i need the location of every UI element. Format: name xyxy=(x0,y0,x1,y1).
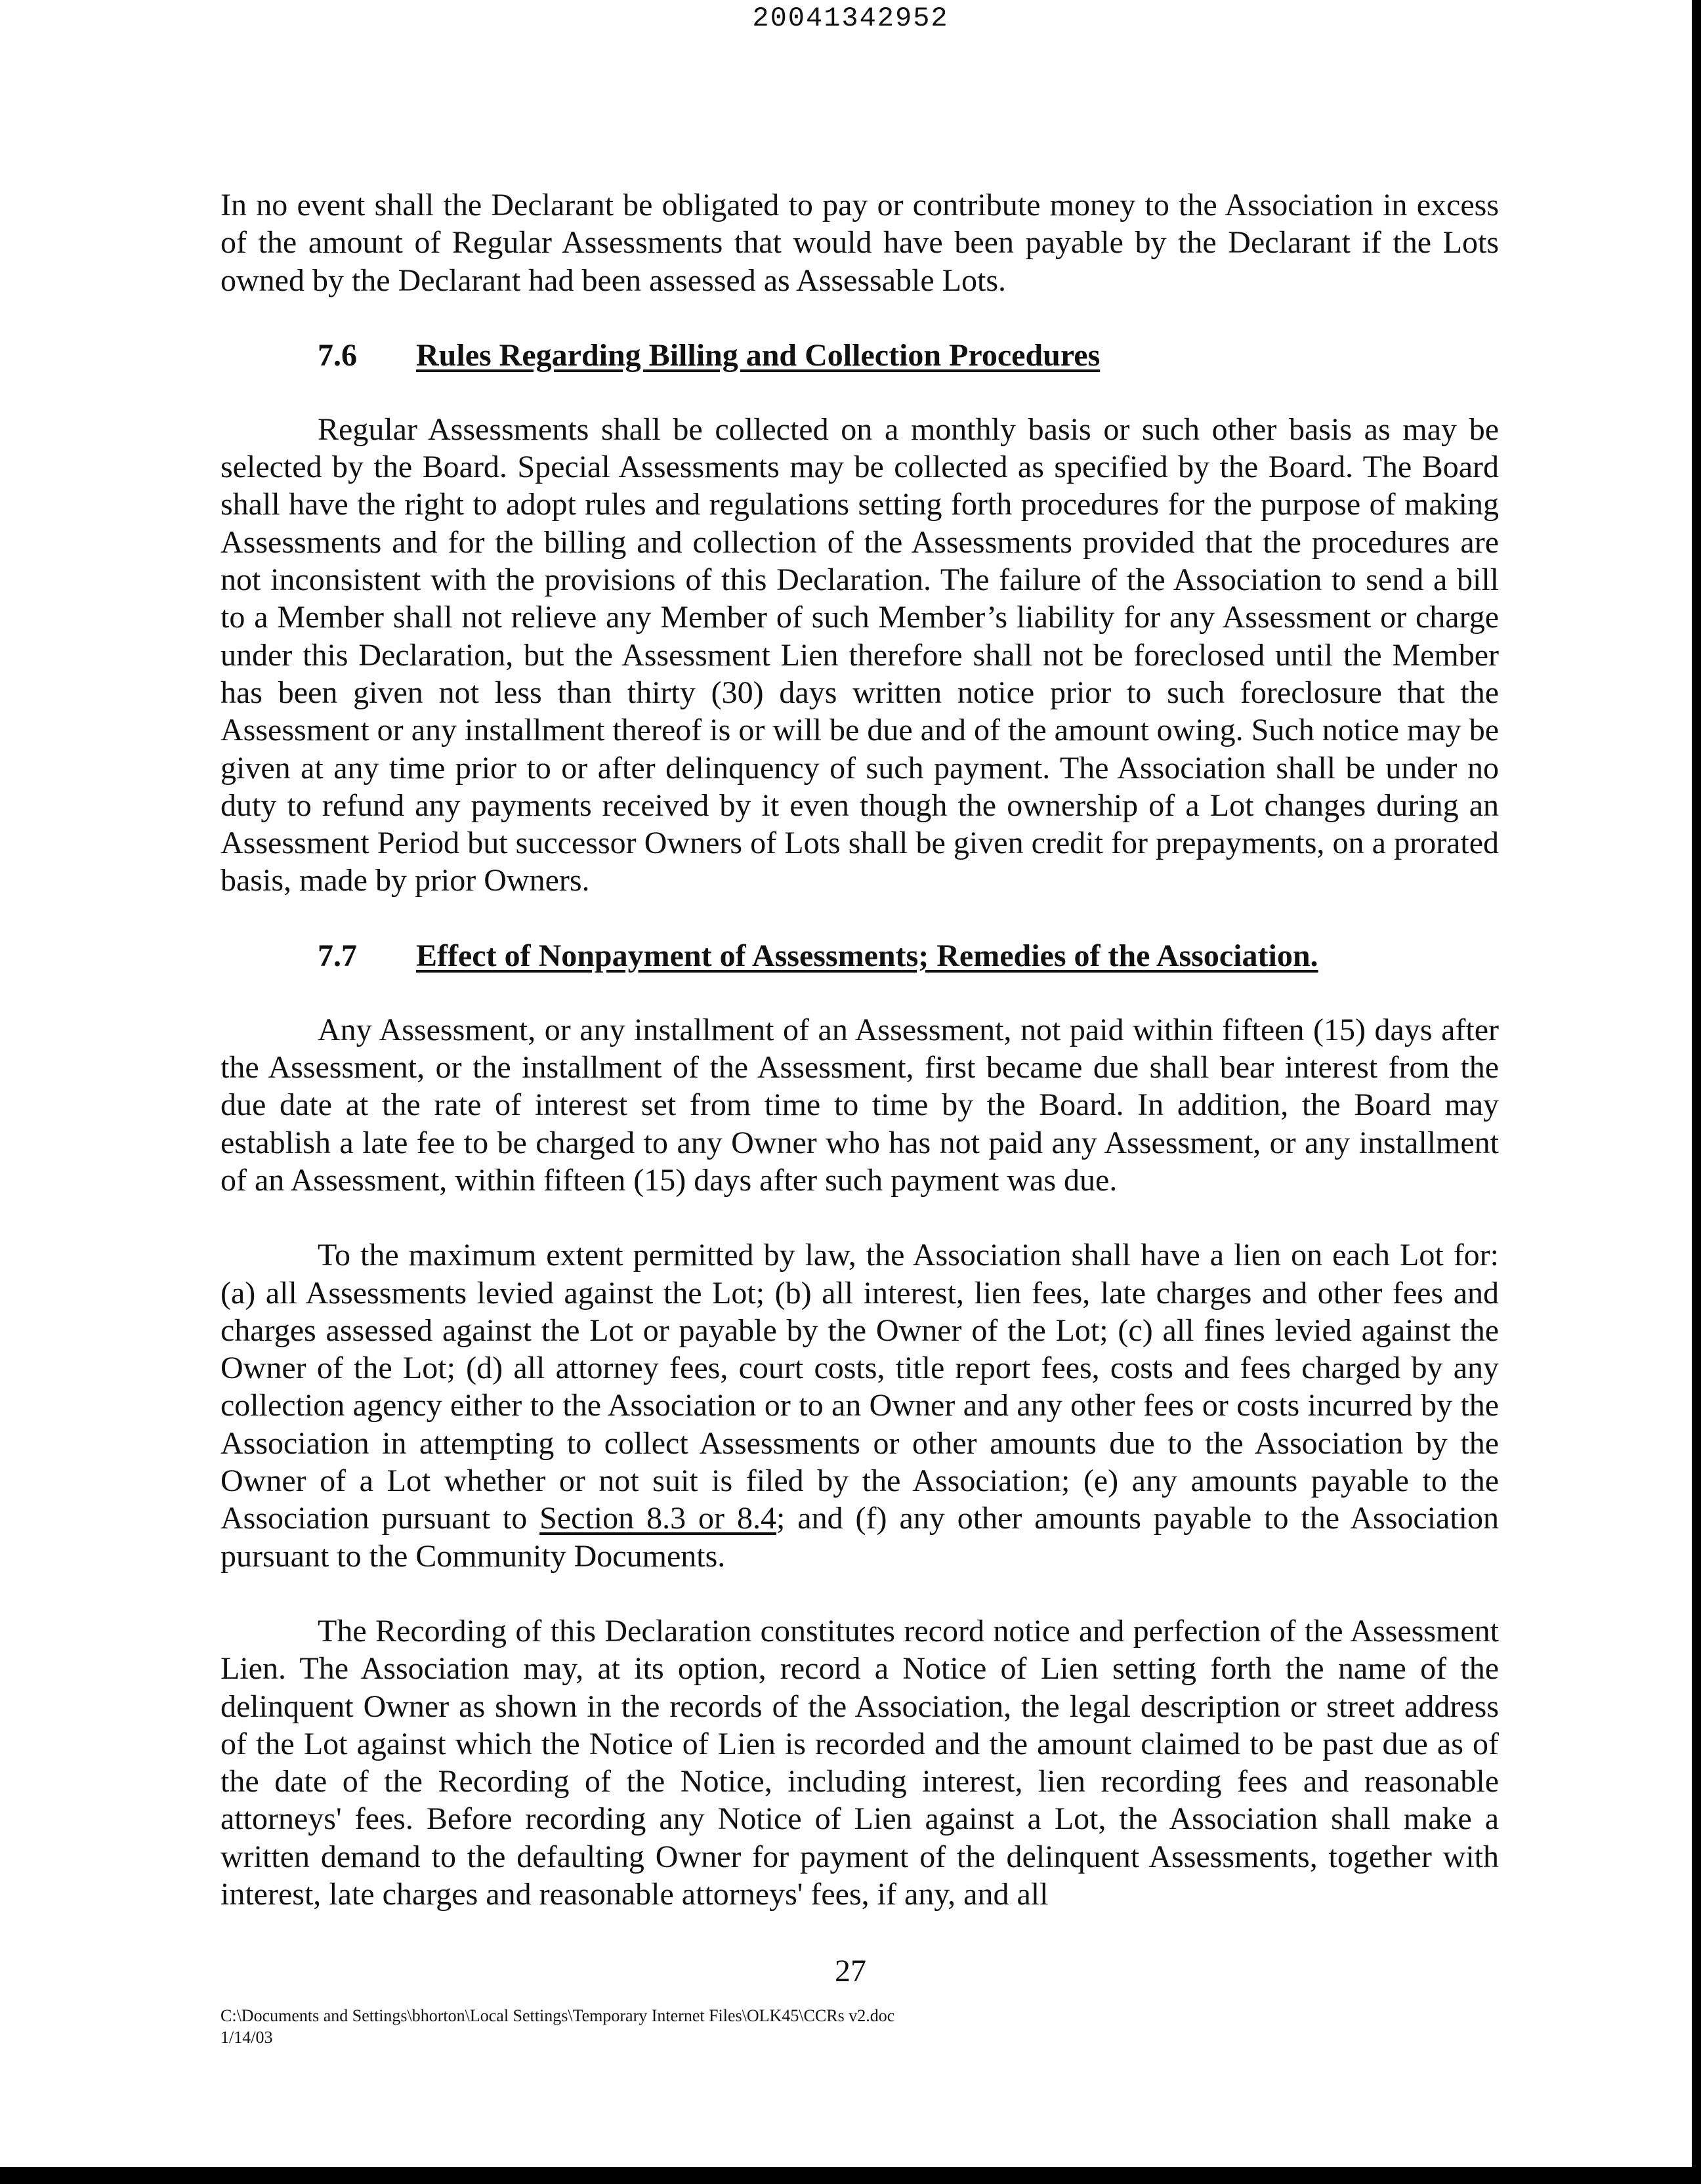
paragraph-late-interest: Any Assessment, or any installment of an Assessment, not paid within fifteen (15) days after the Assessment, or the installment of the Assessment, first became due shall bear interest from the due date at the rate of interest set from time to time by the Board. In addition, the Board may establish a late fee to be charged to any Owner who has not paid any Assessment, or any installment of an Assessment, within fifteen (15) days after such payment was due. xyxy=(220,1012,1499,1198)
document-body xyxy=(220,186,1499,1913)
lien-scope-text-end: ; and (f) any other amounts payable to the Association pursuant to the Community Documents. xyxy=(220,1501,1500,1574)
section-heading-7-6 xyxy=(318,337,1499,374)
document-number: 20041342952 xyxy=(752,3,949,34)
paragraph-billing-collection: Regular Assessments shall be collected on a monthly basis or such other basis as may be selected by the Board. Special Assessments may be collected as specified by the Board. The Board shall have the right to adopt rules and regulations setting forth procedures for the purpose of making Assessments and for the billing and collection of the Assessments provided that the procedures are not inconsistent with the provisions of this Declaration. The failure of the Association to send a bill to a Member shall not relieve any Member of such Member’s liability for any Assessment or charge under this Declaration, but the Assessment Lien therefore shall not be foreclosed until the Member has been given not less than thirty (30) days written notice prior to such foreclosure that the Assessment or any installment thereof is or will be due and of the amount owing. Such notice may be given at any time prior to or after delinquency of such payment. The Association shall be under no duty to refund any payments received by it even though the ownership of a Lot changes during an Assessment Period but successor Owners of Lots shall be given credit for prepayments, on a prorated basis, made by prior Owners. xyxy=(220,411,1499,898)
scan-border-bottom xyxy=(0,2167,1701,2184)
footer xyxy=(220,2005,894,2048)
section-heading-7-7 xyxy=(318,937,1499,975)
file-path: C:\Documents and Settings\bhorton\Local Settings\Temporary Internet Files\OLK45\CCRs v2.doc xyxy=(220,2006,895,2025)
section-title: Effect of Nonpayment of Assessments; Remedies of the Association. xyxy=(416,938,1318,973)
paragraph-lien-scope xyxy=(220,1236,1499,1575)
section-title: Rules Regarding Billing and Collection Procedures xyxy=(416,337,1101,373)
section-number: 7.6 xyxy=(318,337,357,373)
lien-scope-text: To the maximum extent permitted by law, the Association shall have a lien on each Lot for: (a) all Assessments levied against the Lot; (b) all interest, lien fees, late charges and other fees and charges assessed against the Lot or payable by the Owner of the Lot; (c) all fines levied against the Owner of the Lot; (d) all attorney fees, court costs, title report fees, costs and fees charged by any collection agency either to the Association or to an Owner and any other fees or costs incurred by the Association in attempting to collect Assessments or other amounts due to the Association by the Owner of a Lot whether or not suit is filed by the Association; (e) any amounts payable to the Association pursuant to xyxy=(220,1238,1499,1536)
section-cross-reference: Section 8.3 or 8.4 xyxy=(539,1501,776,1536)
scan-border-right xyxy=(1692,0,1701,2184)
footer-date: 1/14/03 xyxy=(220,2028,273,2047)
section-number: 7.7 xyxy=(318,938,357,973)
paragraph-notice-of-lien: The Recording of this Declaration constitutes record notice and perfection of the Assessment Lien. The Association may, at its option, record a Notice of Lien setting forth the name of the delinquent Owner as shown in the records of the Association, the legal description or street address of the Lot against which the Notice of Lien is recorded and the amount claimed to be past due as of the date of the Recording of the Notice, including interest, lien recording fees and reasonable attorneys' fees. Before recording any Notice of Lien against a Lot, the Association shall make a written demand to the defaulting Owner for payment of the delinquent Assessments, together with interest, late charges and reasonable attorneys' fees, if any, and all xyxy=(220,1613,1499,1912)
paragraph-declarant-obligation: In no event shall the Declarant be obligated to pay or contribute money to the Association in excess of the amount of Regular Assessments that would have been payable by the Declarant if the Lots owned by the Declarant had been assessed as Assessable Lots. xyxy=(220,188,1499,298)
page-number: 27 xyxy=(835,1954,866,1988)
